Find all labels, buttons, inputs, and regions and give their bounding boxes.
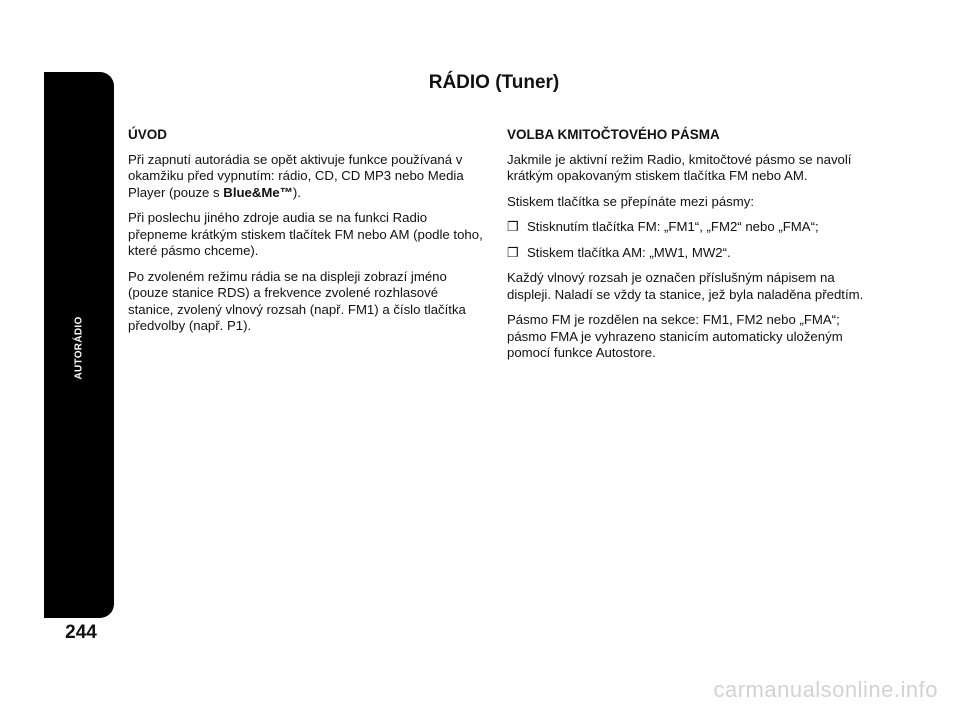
checkbox-icon: ❒ — [507, 244, 519, 260]
page-title: RÁDIO (Tuner) — [428, 72, 560, 93]
band-display-paragraph: Každý vlnový rozsah je označen příslušným nápisem na displeji. Naladí se vždy ta stanice, jež byla naladěna předtím. — [507, 270, 864, 302]
band-intro-paragraph: Jakmile je aktivní režim Radio, kmitočtové pásmo se navolí krátkým opakovaným stiskem tlačítka FM nebo AM. — [507, 151, 852, 183]
section-label: AUTORÁDIO — [73, 316, 85, 380]
intro-paragraph — [128, 152, 483, 202]
bullet-item-am — [507, 245, 872, 262]
fm-sections-paragraph: Pásmo FM je rozdělen na sekce: FM1, FM2 nebo „FMA“; pásmo FMA je vyhrazeno stanicím automaticky uloženým pomocí funkce Autostore. — [507, 312, 843, 360]
band-selection-heading: VOLBA KMITOČTOVÉHO PÁSMA — [507, 127, 720, 142]
blueandme-text: Blue&Me™ — [223, 184, 293, 200]
display-info-paragraph: Po zvoleném režimu rádia se na displeji zobrazí jméno (pouze stanice RDS) a frekvence zvolené rozhlasové stanice, zvolený vlnový rozsah (např. FM1) a číslo tlačítka předvolby (např. P1). — [128, 268, 466, 333]
intro-heading: ÚVOD — [128, 127, 168, 142]
bullet-text-fm: Stisknutím tlačítka FM: „FM1“, „FM2“ nebo „FMA“; — [527, 219, 819, 234]
left-column — [128, 127, 483, 344]
checkbox-icon: ❒ — [507, 219, 519, 234]
page-number: 244 — [65, 622, 97, 643]
intro-text: Při zapnutí autorádia se opět aktivuje funkce používaná v okamžiku před vypnutím: rádio, CD, CD MP3 nebo Media Player (pouze s — [128, 151, 464, 200]
right-column — [507, 127, 872, 371]
switch-source-paragraph: Při poslechu jiného zdroje audia se na funkci Radio přepneme krátkým stiskem tlačítek FM nebo AM (podle toho, které pásmo chceme). — [128, 210, 483, 258]
bullet-text-am: Stiskem tlačítka AM: „MW1, MW2“. — [527, 244, 731, 260]
watermark: carmanualsonline.info — [713, 677, 938, 702]
band-switch-paragraph: Stiskem tlačítka se přepínáte mezi pásmy: — [507, 193, 754, 209]
intro-end: ). — [292, 184, 301, 200]
bullet-item-fm — [507, 219, 872, 236]
